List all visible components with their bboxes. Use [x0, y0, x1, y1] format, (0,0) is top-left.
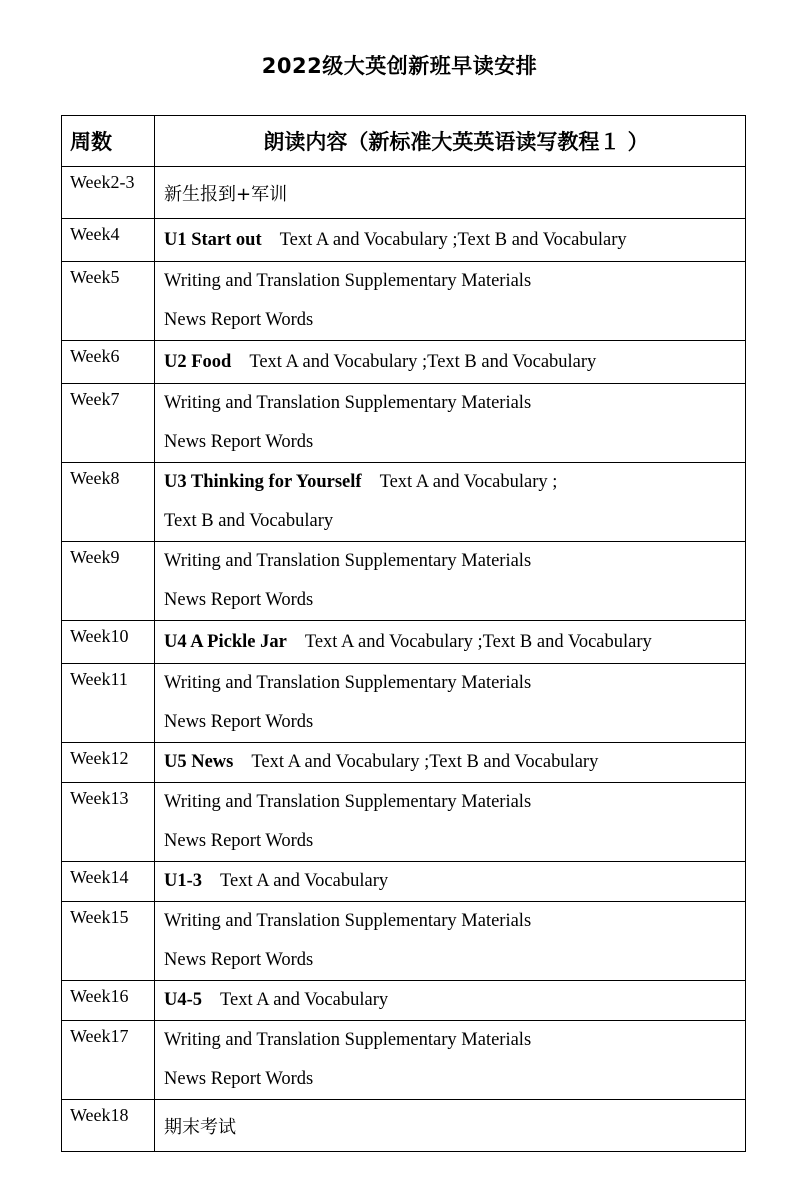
- table-row: [62, 262, 746, 341]
- content-text: Writing and Translation Supplementary Materials: [164, 393, 532, 413]
- table-row: [62, 1021, 746, 1100]
- unit-label: U4-5: [164, 990, 203, 1010]
- content-text-2: News Report Words: [164, 712, 314, 732]
- content-text: 新生报到+军训: [164, 184, 288, 205]
- content-cell: [155, 862, 746, 902]
- schedule-table: [61, 115, 746, 1152]
- content-text: Writing and Translation Supplementary Materials: [164, 911, 532, 931]
- content-cell: [155, 783, 746, 862]
- table-row: [62, 341, 746, 384]
- document-title: 2022级大英创新班早读安排: [261, 54, 538, 78]
- table-row: [62, 981, 746, 1021]
- table-row: [62, 167, 746, 219]
- week-cell: Week9: [62, 542, 155, 621]
- content-cell: [155, 384, 746, 463]
- content-text: Writing and Translation Supplementary Materials: [164, 551, 532, 571]
- week-cell: Week5: [62, 262, 155, 341]
- table-row: [62, 542, 746, 621]
- content-text-2: News Report Words: [164, 310, 314, 330]
- week-cell: Week12: [62, 743, 155, 783]
- content-text-2: Text B and Vocabulary: [164, 511, 334, 531]
- week-cell: Week18: [62, 1100, 155, 1152]
- unit-label: U1 Start out: [164, 230, 262, 250]
- header-week: 周数: [62, 116, 155, 167]
- content-text: 期末考试: [164, 1117, 236, 1138]
- content-cell: [155, 463, 746, 542]
- unit-label: U3 Thinking for Yourself: [164, 472, 362, 492]
- week-cell: Week7: [62, 384, 155, 463]
- table-row: [62, 384, 746, 463]
- content-text: Text A and Vocabulary: [220, 990, 389, 1010]
- unit-label: U1-3: [164, 871, 203, 891]
- table-row: [62, 902, 746, 981]
- table-header-row: [62, 116, 746, 167]
- content-cell: [155, 542, 746, 621]
- content-cell: [155, 262, 746, 341]
- content-text-2: News Report Words: [164, 1069, 314, 1089]
- content-text: Writing and Translation Supplementary Materials: [164, 673, 532, 693]
- content-cell: [155, 167, 746, 219]
- week-cell: Week15: [62, 902, 155, 981]
- content-cell: [155, 219, 746, 262]
- week-cell: Week6: [62, 341, 155, 384]
- content-text: Text A and Vocabulary: [220, 871, 389, 891]
- unit-label: U2 Food: [164, 352, 232, 372]
- content-text: Writing and Translation Supplementary Materials: [164, 1030, 532, 1050]
- week-cell: Week8: [62, 463, 155, 542]
- table-row: [62, 463, 746, 542]
- week-cell: Week2-3: [62, 167, 155, 219]
- unit-label: U4 A Pickle Jar: [164, 632, 287, 652]
- table-row: [62, 219, 746, 262]
- content-text: Text A and Vocabulary ;Text B and Vocabulary: [249, 352, 597, 372]
- week-cell: Week14: [62, 862, 155, 902]
- content-text-2: News Report Words: [164, 590, 314, 610]
- content-text-2: News Report Words: [164, 432, 314, 452]
- content-text: Writing and Translation Supplementary Materials: [164, 271, 532, 291]
- content-text: Writing and Translation Supplementary Materials: [164, 792, 532, 812]
- content-text-2: News Report Words: [164, 831, 314, 851]
- content-cell: [155, 981, 746, 1021]
- content-cell: [155, 664, 746, 743]
- header-content: 朗读内容（新标准大英英语读写教程１ ）: [155, 116, 746, 167]
- table-row: [62, 621, 746, 664]
- content-text: Text A and Vocabulary ;: [379, 472, 558, 492]
- content-text: Text A and Vocabulary ;Text B and Vocabulary: [304, 632, 652, 652]
- table-row: [62, 1100, 746, 1152]
- content-cell: [155, 902, 746, 981]
- content-cell: [155, 1021, 746, 1100]
- content-cell: [155, 621, 746, 664]
- content-text: Text A and Vocabulary ;Text B and Vocabulary: [251, 752, 599, 772]
- unit-label: U5 News: [164, 752, 234, 772]
- content-text-2: News Report Words: [164, 950, 314, 970]
- content-cell: [155, 743, 746, 783]
- week-cell: Week17: [62, 1021, 155, 1100]
- content-cell: [155, 1100, 746, 1152]
- week-cell: Week16: [62, 981, 155, 1021]
- content-cell: [155, 341, 746, 384]
- week-cell: Week11: [62, 664, 155, 743]
- table-row: [62, 743, 746, 783]
- week-cell: Week13: [62, 783, 155, 862]
- week-cell: Week10: [62, 621, 155, 664]
- table-row: [62, 862, 746, 902]
- week-cell: Week4: [62, 219, 155, 262]
- table-row: [62, 783, 746, 862]
- table-row: [62, 664, 746, 743]
- content-text: Text A and Vocabulary ;Text B and Vocabulary: [279, 230, 627, 250]
